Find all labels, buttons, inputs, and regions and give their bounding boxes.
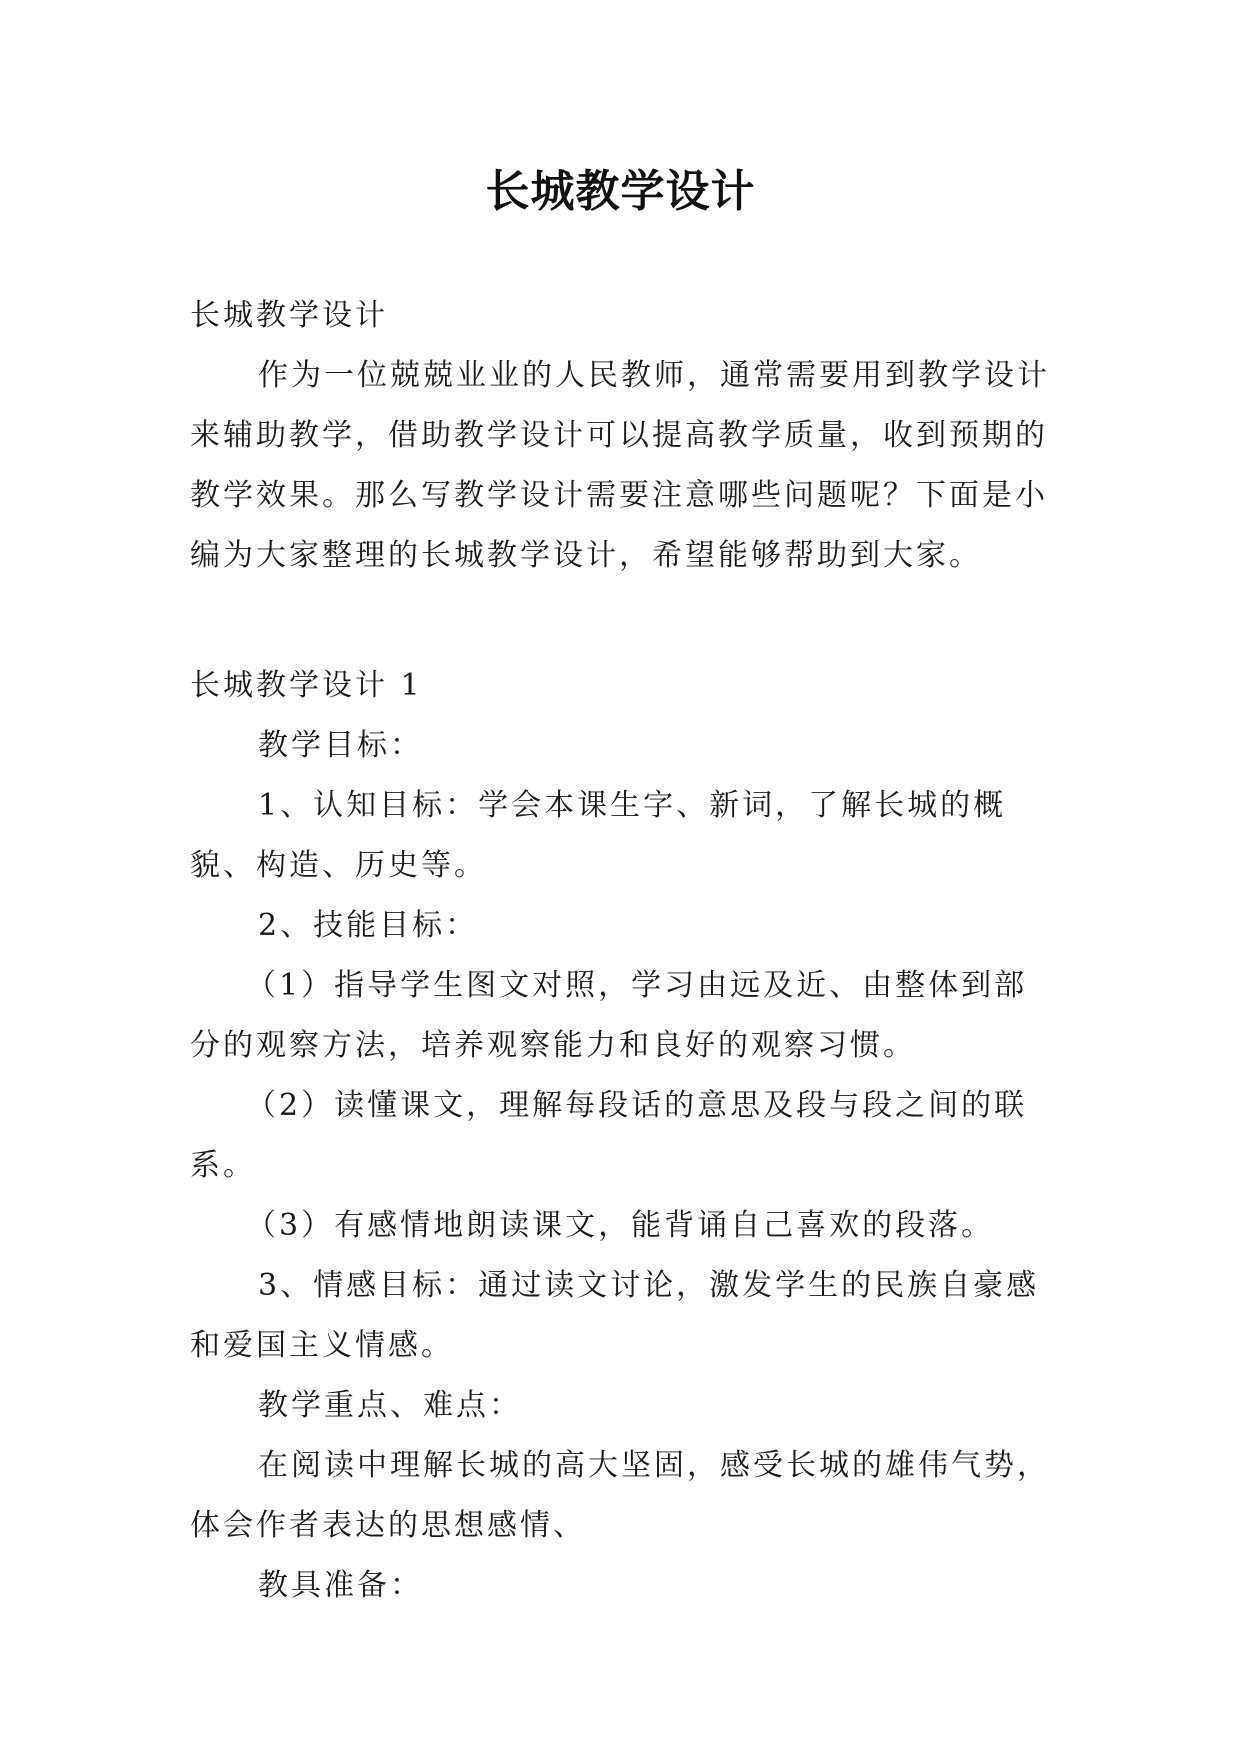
goal-emotion: 3、情感目标：通过读文讨论，激发学生的民族自豪感和爱国主义情感。 [190, 1268, 1040, 1363]
document-title: 长城教学设计 [485, 166, 756, 217]
document-body [190, 286, 1060, 1616]
goals-heading: 教学目标： [258, 728, 423, 763]
section-heading: 长城教学设计 1 [190, 668, 423, 703]
tools-heading: 教具准备： [258, 1568, 423, 1603]
document-subtitle: 长城教学设计 [190, 298, 388, 333]
goal-skill-item-2: （2）读懂课文，理解每段话的意思及段与段之间的联系。 [190, 1088, 1028, 1183]
goal-cognitive: 1、认知目标：学会本课生字、新词，了解长城的概貌、构造、历史等。 [190, 788, 1007, 883]
key-points-heading: 教学重点、难点： [258, 1388, 522, 1423]
intro-paragraph: 作为一位兢兢业业的人民教师，通常需要用到教学设计来辅助教学，借助教学设计可以提高教学质量，收到预期的教学效果。那么写教学设计需要注意哪些问题呢？下面是小编为大家整理的长城教学设计，希望能够帮助到大家。 [190, 358, 1050, 573]
key-points-text: 在阅读中理解长城的高大坚固，感受长城的雄伟气势，体会作者表达的思想感情、 [190, 1448, 1050, 1543]
goal-skill-item-3: （3）有感情地朗读课文，能背诵自己喜欢的段落。 [246, 1208, 995, 1243]
goal-skill-item-1: （1）指导学生图文对照，学习由远及近、由整体到部分的观察方法，培养观察能力和良好的观察习惯。 [190, 968, 1028, 1063]
goal-skill: 2、技能目标： [258, 908, 479, 943]
section-spacer [190, 586, 1060, 656]
